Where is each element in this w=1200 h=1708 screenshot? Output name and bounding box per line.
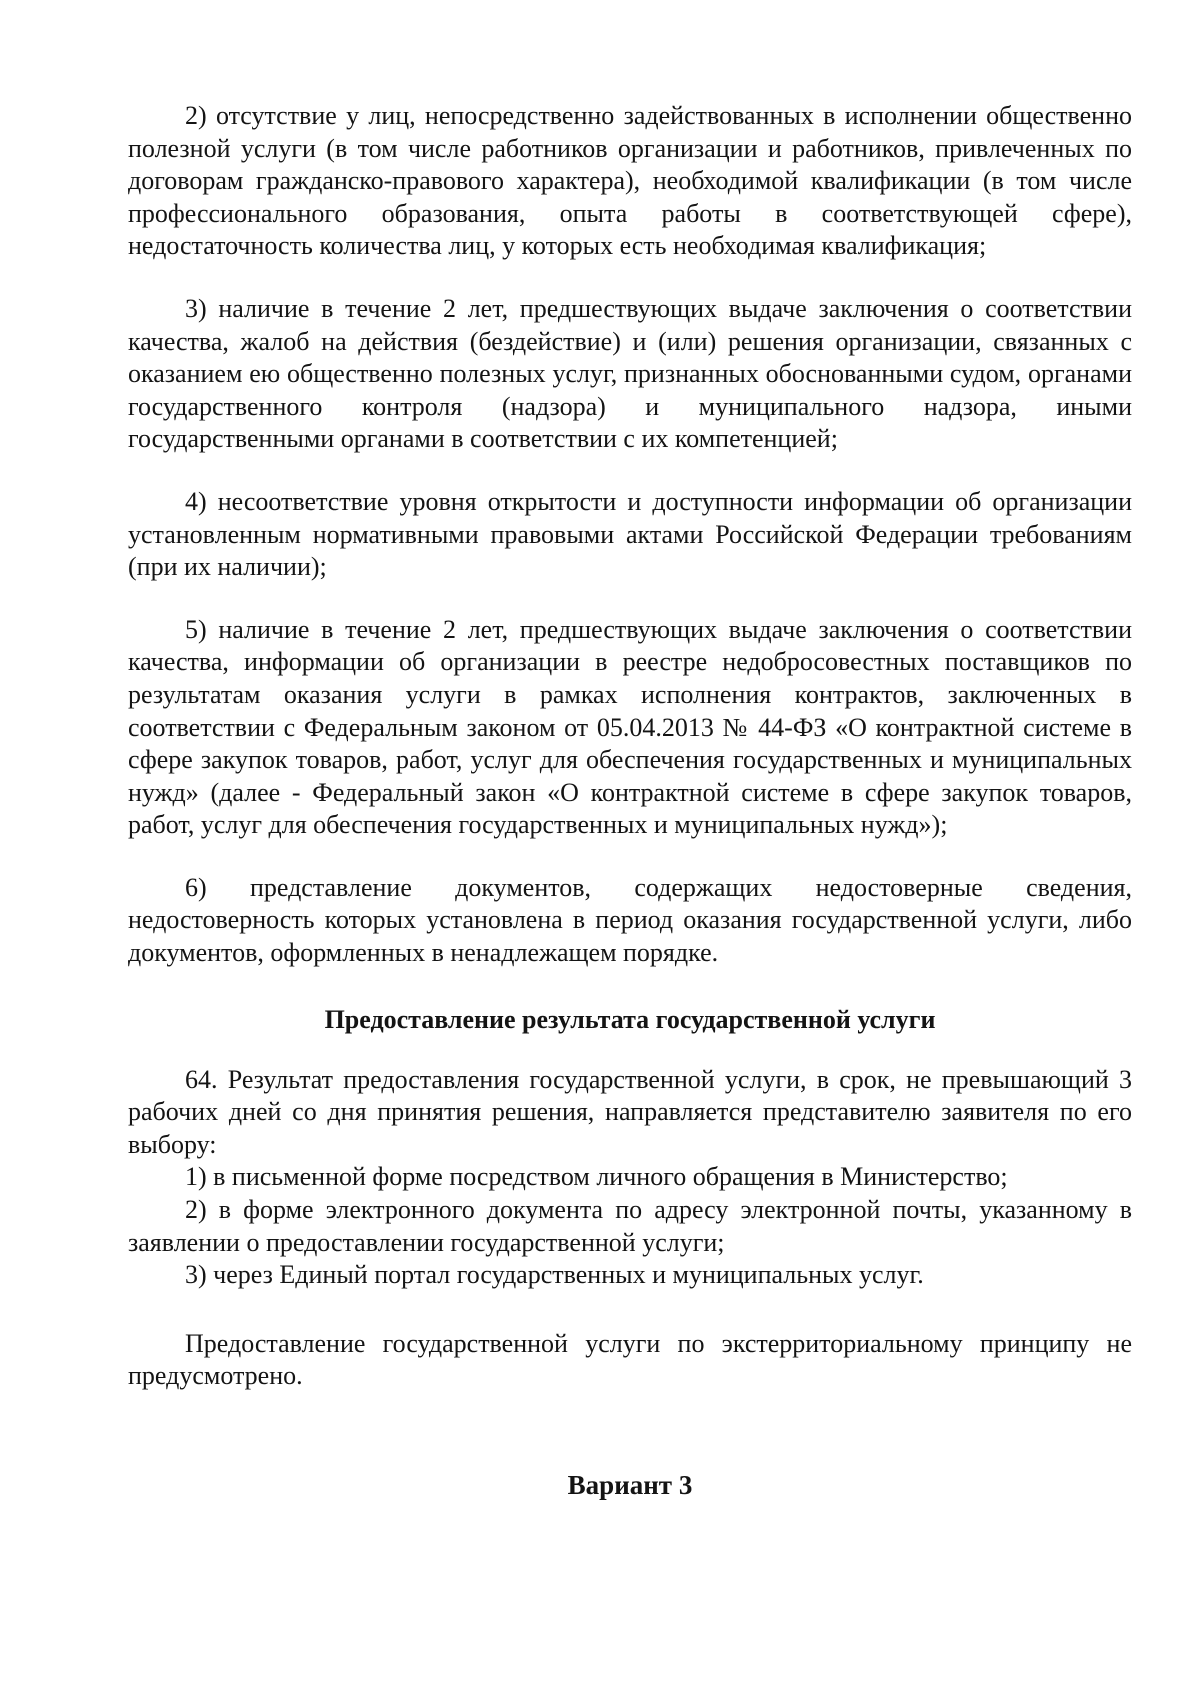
option-written-form: 1) в письменной форме посредством личного обращения в Министерство; bbox=[185, 1162, 1008, 1192]
paragraph-item-6: 6) представление документов, содержащих недостоверные сведения, недостоверность которых установлена в период оказания государственной услуги, либо документов, оформленных в ненадлежащем порядке. bbox=[128, 872, 1132, 968]
paragraph-item-4: 4) несоответствие уровня открытости и доступности информации об организации установленным нормативными правовыми актами Российской Федерации требованиям (при их наличии); bbox=[128, 486, 1132, 582]
paragraph-item-5: 5) наличие в течение 2 лет, предшествующих выдаче заключения о соответствии качества, информации об организации в реестре недобросовестных поставщиков по результатам оказания услуги в рамках исполнения контрактов, заключенных в соответствии с Федеральным законом от 05.04.2013 № 44-ФЗ «О контрактной системе в сфере закупок товаров, работ, услуг для обеспечения государственных и муниципальных нужд» (далее - Федеральный закон «О контрактной системе в сфере закупок товаров, работ, услуг для обеспечения государственных и муниципальных нужд»); bbox=[128, 614, 1132, 840]
paragraph-item-2: 2) отсутствие у лиц, непосредственно задействованных в исполнении общественно полезной услуги (в том числе работников организации и работников, привлеченных по договорам гражданско-правового характера), необходимой квалификации (в том числе профессионального образования, опыта работы в соответствующей сфере), недостаточность количества лиц, у которых есть необходимая квалификация; bbox=[128, 101, 1132, 261]
document-page bbox=[128, 100, 1132, 1501]
section-heading: Предоставление результата государственной услуги bbox=[324, 1004, 936, 1034]
paragraph-item-3: 3) наличие в течение 2 лет, предшествующих выдаче заключения о соответствии качества, жалоб на действия (бездействие) и (или) решения организации, связанных с оказанием ею общественно полезных услуг, признанных обоснованными судом, органами государственного контроля (надзора) и муниципального надзора, иными государственными органами в соответствии с их компетенцией; bbox=[128, 293, 1132, 454]
variant-heading: Вариант 3 bbox=[567, 1470, 693, 1500]
option-unified-portal: 3) через Единый портал государственных и муниципальных услуг. bbox=[185, 1260, 924, 1290]
extraterritorial-note: Предоставление государственной услуги по экстерриториальному принципу не предусмотрено. bbox=[128, 1328, 1132, 1391]
option-electronic-document: 2) в форме электронного документа по адресу электронной почты, указанному в заявлении о предоставлении государственной услуги; bbox=[128, 1195, 1132, 1257]
paragraph-64: 64. Результат предоставления государственной услуги, в срок, не превышающий 3 рабочих дней со дня принятия решения, направляется представителю заявителя по его выбору: bbox=[128, 1064, 1132, 1159]
